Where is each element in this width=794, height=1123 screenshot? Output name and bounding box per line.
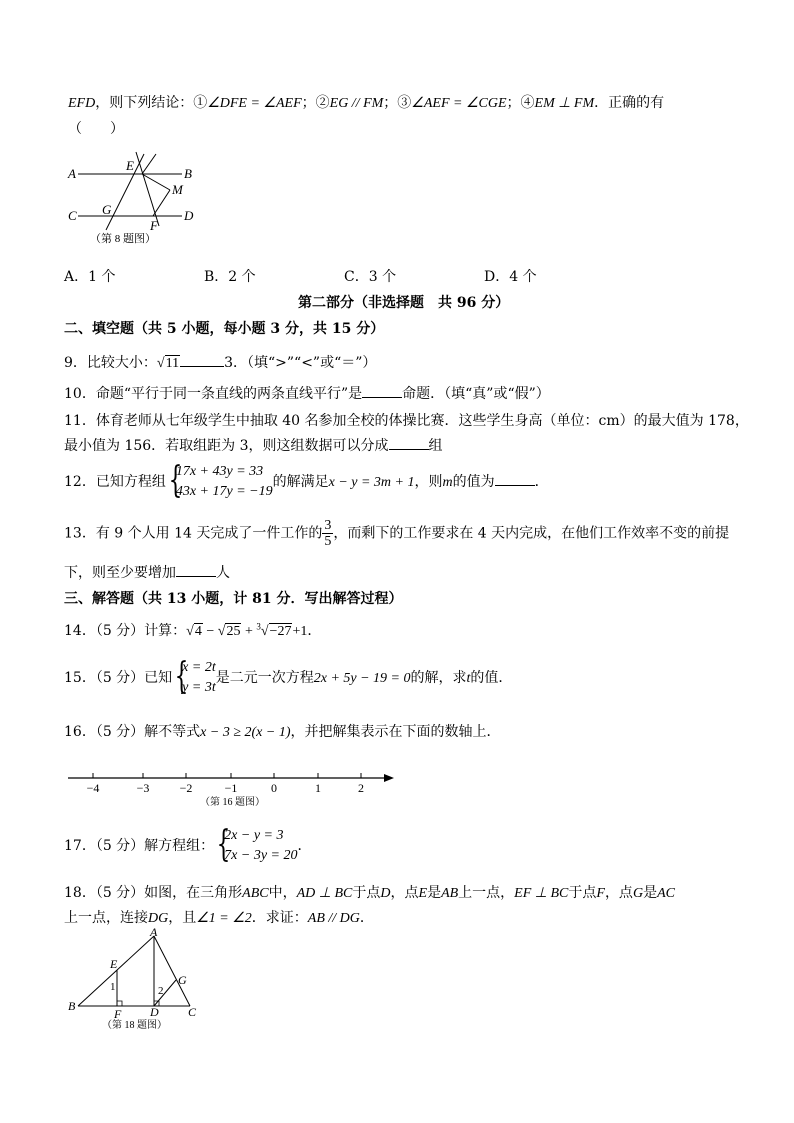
q8-option-a: A．1 个 xyxy=(64,269,116,285)
q14: 14．（5 分）计算：√4 − √25 + $^3$√−27+1． xyxy=(64,621,322,639)
q18-label-d: D xyxy=(150,1005,159,1019)
q16-tick-0: 0 xyxy=(271,781,277,795)
q16-number-line xyxy=(60,764,400,810)
q8-option-c: C．3 个 xyxy=(344,269,397,285)
q16-tick-n3: −3 xyxy=(136,781,150,795)
q9: 9．比较大小：√11 3．（填“>”“<”或“＝”） xyxy=(64,352,376,372)
q11-blank[interactable] xyxy=(389,435,429,450)
q18-label-b: B xyxy=(68,999,76,1013)
q16-tick-1: 1 xyxy=(315,781,321,795)
q13-fraction: $\frac{3}{5}$ xyxy=(324,518,332,549)
q10-blank[interactable] xyxy=(362,383,402,398)
q8-stem: EFD，则下列结论：①∠DFE = ∠AEF；②EG // FM；③∠AEF = ∠CGE；④EM ⊥ FM．正确的有 xyxy=(68,95,665,111)
q9-blank[interactable] xyxy=(180,352,224,367)
q13-line2: 下，则至少要增加 人 xyxy=(64,562,230,582)
q16-tick-n1: −1 xyxy=(224,781,238,795)
q12: 12．已知方程组 { 17x + 43y = 33 43x + 17y = −19 的解满足x − y = 3m + 1，则m的值为 ． xyxy=(64,460,549,501)
part2-title: 第二部分（非选择题 共 96 分） xyxy=(298,295,510,311)
q8-option-b: B．2 个 xyxy=(204,269,256,285)
q18-line1: 18．（5 分）如图，在三角形ABC中，AD ⊥ BC于点D，点E是AB上一点，EF ⊥ BC于点F，点G是AC xyxy=(64,885,675,901)
q8-label-d: D xyxy=(184,208,194,223)
q8-label-e: E xyxy=(126,158,134,173)
q18-label-e: E xyxy=(110,957,118,971)
q8-label-b: B xyxy=(184,166,192,181)
q18-caption: （第 18 题图） xyxy=(102,1020,167,1031)
q18-label-f: F xyxy=(114,1007,122,1021)
q8-answer-paren: （ ） xyxy=(68,121,124,137)
q17: 17．（5 分）解方程组： { 2x − y = 3 7x − 3y = 20 ． xyxy=(64,824,312,865)
q17-system: { 2x − y = 3 7x − 3y = 20 xyxy=(216,824,298,865)
q18-figure xyxy=(64,928,204,1032)
q8-option-d: D．4 个 xyxy=(484,269,537,285)
q8-label-f: F xyxy=(150,218,158,233)
q11-line1: 11．体育老师从七年级学生中抽取 40 名参加全校的体操比赛．这些学生身高（单位：cm）的最大值为 178， xyxy=(64,413,749,429)
q18-label-g: G xyxy=(178,973,187,987)
q13-line1: 13．有 9 个人用 14 天完成了一件工作的 $\frac{3}{5}$ ，而剩下的工作要求在 4 天内完成，在他们工作效率不变的前提 xyxy=(64,518,730,549)
q15: 15．（5 分）已知 { x = 2t y = 3t 是二元一次方程2x + 5y − 19 = 0的解，求t的值． xyxy=(64,656,513,697)
q18-angle-2: 2 xyxy=(158,985,164,997)
q12-system: { 17x + 43y = 33 43x + 17y = −19 xyxy=(168,460,273,501)
q8-caption: （第 8 题图） xyxy=(90,233,156,245)
q10: 10．命题“平行于同一条直线的两条直线平行”是 命题．（填“真”或“假”） xyxy=(64,383,550,403)
q18-label-c: C xyxy=(188,1005,197,1019)
q8-label-a: A xyxy=(68,166,76,181)
section2-heading: 二、填空题（共 5 小题，每小题 3 分，共 15 分） xyxy=(64,321,385,337)
q16: 16．（5 分）解不等式x − 3 ≥ 2(x − 1)，并把解集表示在下面的数轴上． xyxy=(64,724,501,740)
q16-tick-n4: −4 xyxy=(86,781,100,795)
q16-tick-n2: −2 xyxy=(179,781,193,795)
q8-figure xyxy=(64,148,204,248)
q18-line2: 上一点，连接DG，且∠1 = ∠2．求证：AB // DG． xyxy=(64,910,374,926)
q18-angle-1: 1 xyxy=(110,981,116,993)
q8-label-c: C xyxy=(68,208,77,223)
q16-tick-2: 2 xyxy=(358,781,364,795)
q11-line2: 最小值为 156．若取组距为 3，则这组数据可以分成 组 xyxy=(64,435,443,455)
q15-system: { x = 2t y = 3t xyxy=(174,656,216,697)
q13-blank[interactable] xyxy=(176,562,216,577)
q12-blank[interactable] xyxy=(495,471,535,486)
q8-label-g: G xyxy=(102,202,112,217)
section3-heading: 三、解答题（共 13 小题，计 81 分．写出解答过程） xyxy=(64,591,403,607)
q8-label-m: M xyxy=(172,182,183,197)
q16-caption: （第 16 题图） xyxy=(200,797,265,808)
q18-label-a: A xyxy=(150,928,158,939)
